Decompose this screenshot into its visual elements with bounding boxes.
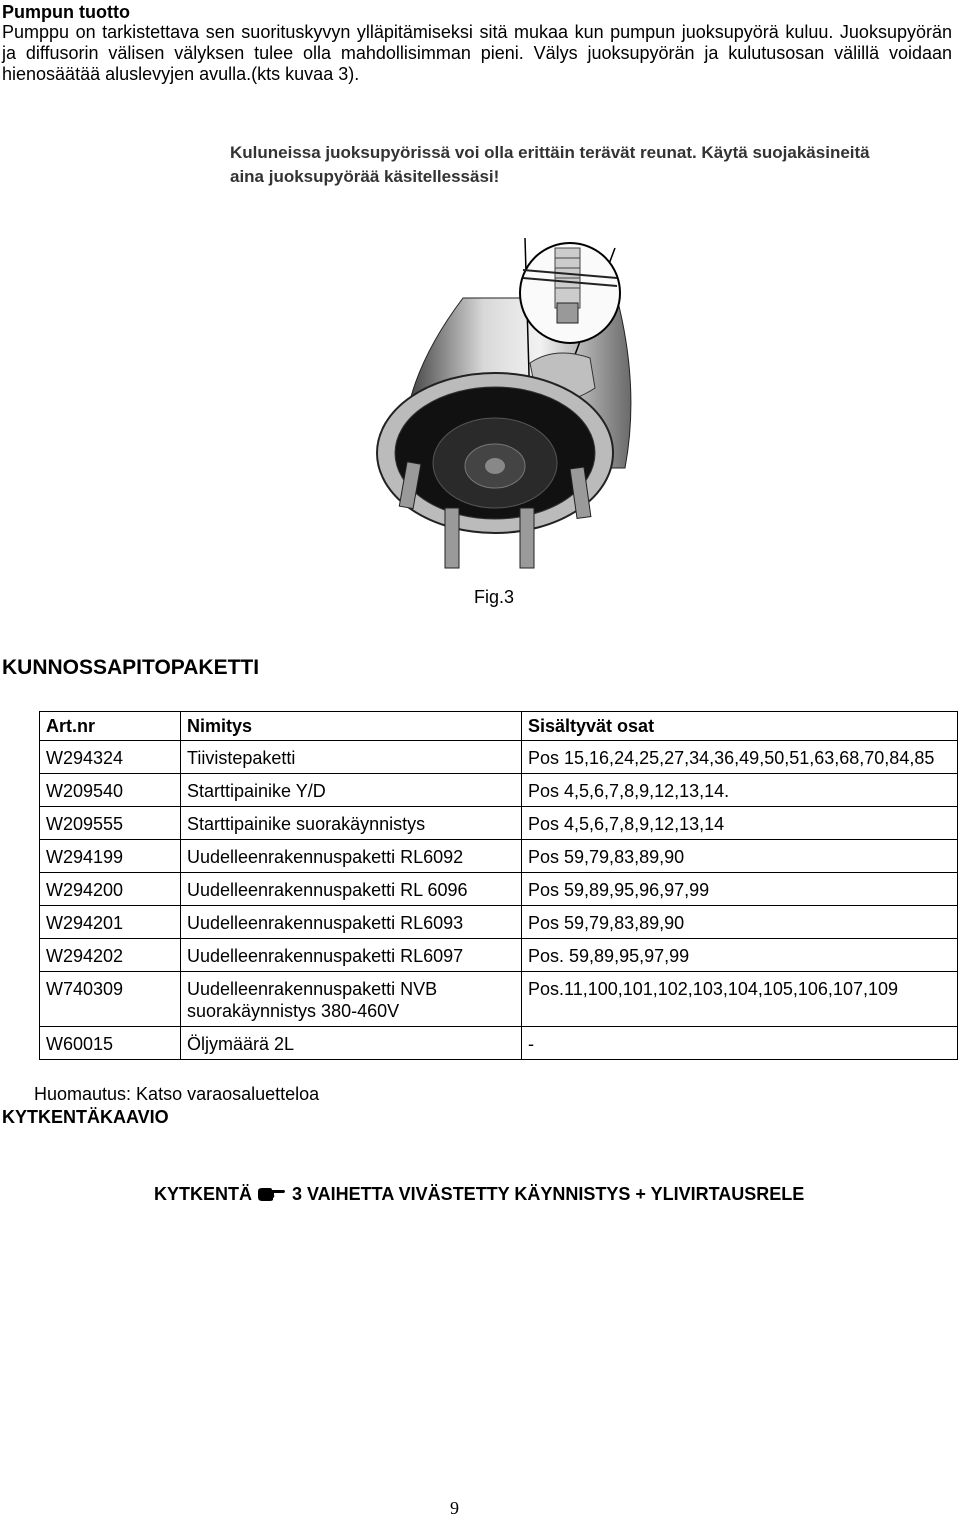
- table-row: [40, 873, 958, 906]
- table-row: [40, 741, 958, 774]
- cell-contents: Pos 59,79,83,89,90: [522, 840, 958, 873]
- table-row: [40, 807, 958, 840]
- column-header-name: Nimitys: [181, 712, 522, 741]
- pump-impeller-photo: [355, 238, 665, 578]
- cell-art-nr: W294201: [40, 906, 181, 939]
- cell-contents: -: [522, 1027, 958, 1060]
- cell-art-nr: W294199: [40, 840, 181, 873]
- table-row: [40, 906, 958, 939]
- cell-contents: Pos.11,100,101,102,103,104,105,106,107,109: [522, 972, 958, 1027]
- cell-art-nr: W209555: [40, 807, 181, 840]
- table-footnote: Huomautus: Katso varaosaluetteloa: [34, 1084, 320, 1104]
- cell-art-nr: W740309: [40, 972, 181, 1027]
- section-title-pump-output: Pumpun tuotto: [2, 2, 130, 22]
- table-row: [40, 774, 958, 807]
- cell-name: Starttipainike Y/D: [181, 774, 522, 807]
- cell-contents: Pos. 59,89,95,97,99: [522, 939, 958, 972]
- cell-contents: Pos 59,79,83,89,90: [522, 906, 958, 939]
- table-header-row: [40, 712, 958, 741]
- cell-name: Öljymäärä 2L: [181, 1027, 522, 1060]
- cell-art-nr: W60015: [40, 1027, 181, 1060]
- cell-name: Tiivistepaketti: [181, 741, 522, 774]
- cell-contents: Pos 59,89,95,96,97,99: [522, 873, 958, 906]
- column-header-art-nr: Art.nr: [40, 712, 181, 741]
- cell-art-nr: W294324: [40, 741, 181, 774]
- table-row: [40, 939, 958, 972]
- intro-paragraph: Pumppu on tarkistettava sen suorituskyvyn ylläpitämiseksi sitä mukaa kun pumpun juoksupyörä kuluu. Juoksupyörän ja diffusorin välisen välyksen tulee olla mahdollisimman pieni. Välys juoksupyörän ja kulutusosan välillä voidaan hienosäätää aluslevyjen avulla.(kts kuvaa 3).: [2, 22, 952, 84]
- section-heading-wiring-diagram: KYTKENTÄKAAVIO: [2, 1107, 169, 1127]
- table-row: [40, 972, 958, 1027]
- figure-caption: Fig.3: [474, 587, 515, 607]
- wiring-label-left: KYTKENTÄ: [154, 1184, 252, 1204]
- cell-art-nr: W209540: [40, 774, 181, 807]
- maintenance-kit-table: [39, 711, 958, 1060]
- wiring-subheading: [154, 1184, 804, 1205]
- table-row: [40, 840, 958, 873]
- cell-art-nr: W294200: [40, 873, 181, 906]
- pointing-hand-icon: [256, 1185, 286, 1203]
- table-row: [40, 1027, 958, 1060]
- cell-contents: Pos 4,5,6,7,8,9,12,13,14: [522, 807, 958, 840]
- cell-name: Starttipainike suorakäynnistys: [181, 807, 522, 840]
- cell-contents: Pos 15,16,24,25,27,34,36,49,50,51,63,68,70,84,85: [522, 741, 958, 774]
- cell-name: Uudelleenrakennuspaketti RL 6096: [181, 873, 522, 906]
- cell-name: Uudelleenrakennuspaketti RL6092: [181, 840, 522, 873]
- cell-name: Uudelleenrakennuspaketti NVB suorakäynnistys 380-460V: [181, 972, 522, 1027]
- cell-art-nr: W294202: [40, 939, 181, 972]
- section-heading-maintenance-kit: KUNNOSSAPITOPAKETTI: [2, 656, 260, 679]
- column-header-contents: Sisältyvät osat: [522, 712, 958, 741]
- page-number: 9: [450, 1498, 459, 1518]
- cell-contents: Pos 4,5,6,7,8,9,12,13,14.: [522, 774, 958, 807]
- safety-warning: Kuluneissa juoksupyörissä voi olla erittäin terävät reunat. Käytä suojakäsineitä aina juoksupyörää käsitellessäsi!: [230, 143, 870, 186]
- cell-name: Uudelleenrakennuspaketti RL6093: [181, 906, 522, 939]
- cell-name: Uudelleenrakennuspaketti RL6097: [181, 939, 522, 972]
- wiring-label-right: 3 VAIHETTA VIVÄSTETTY KÄYNNISTYS + YLIVIRTAUSRELE: [292, 1184, 805, 1204]
